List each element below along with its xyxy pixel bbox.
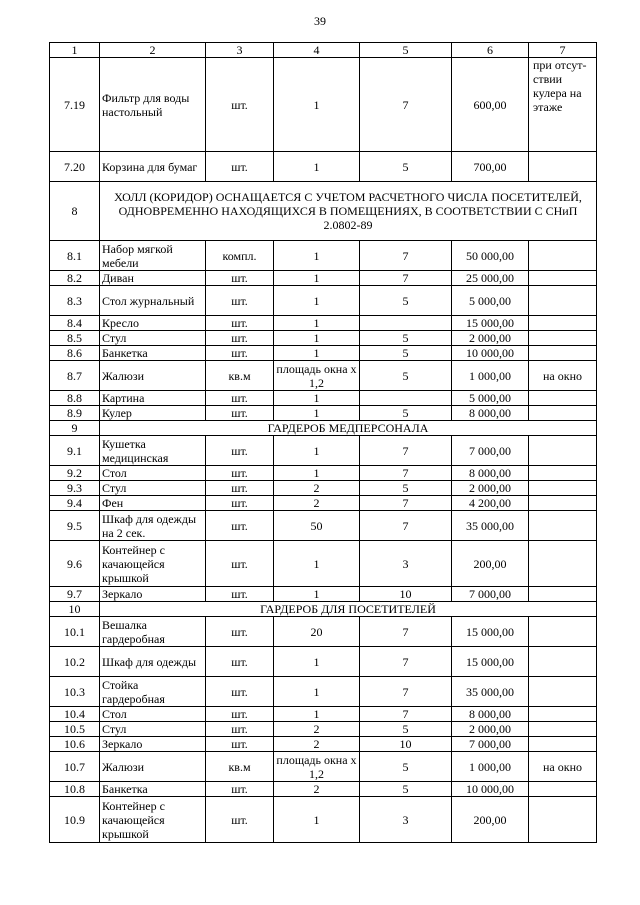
item-service-life: 5	[360, 286, 452, 316]
item-quantity: 1	[274, 346, 360, 361]
item-service-life: 7	[360, 647, 452, 677]
header-row	[50, 43, 597, 58]
item-price: 5 000,00	[452, 286, 529, 316]
item-price: 25 000,00	[452, 271, 529, 286]
header-cell: 5	[360, 43, 452, 58]
section-title: ГАРДЕРОБ МЕДПЕРСОНАЛА	[100, 421, 597, 436]
item-unit: кв.м	[206, 752, 274, 782]
item-price: 200,00	[452, 541, 529, 587]
table-row	[50, 511, 597, 541]
section-row	[50, 421, 597, 436]
item-quantity: 50	[274, 511, 360, 541]
item-number: 9.7	[50, 587, 100, 602]
section-number: 8	[50, 182, 100, 241]
item-name: Кресло	[100, 316, 206, 331]
item-note	[529, 677, 597, 707]
header-cell: 4	[274, 43, 360, 58]
item-price: 4 200,00	[452, 496, 529, 511]
item-quantity: площадь окна х 1,2	[274, 361, 360, 391]
item-quantity: 1	[274, 241, 360, 271]
item-quantity: 2	[274, 496, 360, 511]
item-number: 10.4	[50, 707, 100, 722]
item-quantity: 1	[274, 286, 360, 316]
header-cell: 7	[529, 43, 597, 58]
item-service-life: 10	[360, 587, 452, 602]
item-note	[529, 316, 597, 331]
item-price: 10 000,00	[452, 782, 529, 797]
item-quantity: 2	[274, 737, 360, 752]
item-unit: шт.	[206, 316, 274, 331]
item-service-life: 7	[360, 511, 452, 541]
section-title: ХОЛЛ (КОРИДОР) ОСНАЩАЕТСЯ С УЧЕТОМ РАСЧЕТНОГО ЧИСЛА ПОСЕТИТЕЛЕЙ, ОДНОВРЕМЕННО НАХОДЯЩИХСЯ В ПОМЕЩЕНИЯХ, В СООТВЕТСТВИИ С СНиП 2.0802-89	[100, 182, 597, 241]
item-note	[529, 406, 597, 421]
item-price: 7 000,00	[452, 587, 529, 602]
table-row	[50, 316, 597, 331]
item-name: Шкаф для одежды	[100, 647, 206, 677]
item-name: Банкетка	[100, 782, 206, 797]
item-unit: шт.	[206, 587, 274, 602]
item-name: Жалюзи	[100, 752, 206, 782]
item-quantity: 1	[274, 466, 360, 481]
table-row	[50, 707, 597, 722]
item-quantity: 1	[274, 316, 360, 331]
table-row	[50, 752, 597, 782]
item-name: Контейнер с качающейся крышкой	[100, 541, 206, 587]
item-price: 35 000,00	[452, 677, 529, 707]
item-unit: шт.	[206, 617, 274, 647]
item-note	[529, 797, 597, 843]
item-service-life: 7	[360, 466, 452, 481]
item-number: 8.8	[50, 391, 100, 406]
item-price: 1 000,00	[452, 752, 529, 782]
item-note	[529, 346, 597, 361]
item-number: 9.6	[50, 541, 100, 587]
item-quantity: 1	[274, 152, 360, 182]
item-note	[529, 271, 597, 286]
item-service-life	[360, 391, 452, 406]
item-quantity: 1	[274, 331, 360, 346]
item-price: 2 000,00	[452, 481, 529, 496]
item-unit: шт.	[206, 391, 274, 406]
item-note	[529, 152, 597, 182]
item-price: 7 000,00	[452, 737, 529, 752]
item-number: 8.7	[50, 361, 100, 391]
header-cell: 3	[206, 43, 274, 58]
item-name: Стол	[100, 707, 206, 722]
table-row	[50, 58, 597, 152]
table-row	[50, 782, 597, 797]
item-unit: шт.	[206, 511, 274, 541]
item-name: Стойка гардеробная	[100, 677, 206, 707]
item-quantity: 1	[274, 541, 360, 587]
item-price: 7 000,00	[452, 436, 529, 466]
item-name: Кулер	[100, 406, 206, 421]
item-note	[529, 707, 597, 722]
item-name: Диван	[100, 271, 206, 286]
item-number: 8.3	[50, 286, 100, 316]
item-note	[529, 331, 597, 346]
item-service-life	[360, 316, 452, 331]
table-row	[50, 481, 597, 496]
item-service-life: 7	[360, 496, 452, 511]
item-unit: компл.	[206, 241, 274, 271]
item-service-life: 7	[360, 241, 452, 271]
item-note	[529, 436, 597, 466]
item-price: 2 000,00	[452, 331, 529, 346]
table-row	[50, 152, 597, 182]
item-service-life: 5	[360, 152, 452, 182]
header-cell: 1	[50, 43, 100, 58]
item-quantity: площадь окна х 1,2	[274, 752, 360, 782]
item-note	[529, 617, 597, 647]
item-service-life: 5	[360, 331, 452, 346]
item-name: Зеркало	[100, 737, 206, 752]
section-title: ГАРДЕРОБ ДЛЯ ПОСЕТИТЕЛЕЙ	[100, 602, 597, 617]
page-number: 39	[314, 14, 326, 28]
item-service-life: 7	[360, 617, 452, 647]
item-unit: шт.	[206, 496, 274, 511]
item-name: Жалюзи	[100, 361, 206, 391]
item-price: 8 000,00	[452, 707, 529, 722]
item-price: 15 000,00	[452, 647, 529, 677]
item-name: Вешалка гардеробная	[100, 617, 206, 647]
item-number: 10.7	[50, 752, 100, 782]
item-note	[529, 241, 597, 271]
item-quantity: 20	[274, 617, 360, 647]
item-quantity: 1	[274, 406, 360, 421]
item-number: 10.6	[50, 737, 100, 752]
item-service-life: 7	[360, 707, 452, 722]
item-quantity: 1	[274, 271, 360, 286]
table-row	[50, 722, 597, 737]
item-number: 10.1	[50, 617, 100, 647]
section-row	[50, 602, 597, 617]
item-number: 7.19	[50, 58, 100, 152]
item-note	[529, 496, 597, 511]
item-note	[529, 722, 597, 737]
item-price: 1 000,00	[452, 361, 529, 391]
item-unit: шт.	[206, 271, 274, 286]
item-unit: шт.	[206, 722, 274, 737]
item-unit: шт.	[206, 466, 274, 481]
item-number: 9.5	[50, 511, 100, 541]
item-note: на окно	[529, 361, 597, 391]
equipment-table	[49, 42, 597, 843]
item-number: 8.9	[50, 406, 100, 421]
item-price: 15 000,00	[452, 617, 529, 647]
item-name: Шкаф для одежды на 2 сек.	[100, 511, 206, 541]
item-note	[529, 647, 597, 677]
item-number: 8.6	[50, 346, 100, 361]
item-unit: шт.	[206, 647, 274, 677]
item-price: 10 000,00	[452, 346, 529, 361]
item-note	[529, 541, 597, 587]
item-unit: шт.	[206, 58, 274, 152]
item-note: на окно	[529, 752, 597, 782]
item-number: 10.5	[50, 722, 100, 737]
table-row	[50, 587, 597, 602]
item-unit: шт.	[206, 782, 274, 797]
section-row	[50, 182, 597, 241]
item-service-life: 10	[360, 737, 452, 752]
item-number: 9.1	[50, 436, 100, 466]
table-row	[50, 346, 597, 361]
item-number: 8.5	[50, 331, 100, 346]
item-name: Банкетка	[100, 346, 206, 361]
item-name: Фен	[100, 496, 206, 511]
item-number: 7.20	[50, 152, 100, 182]
item-quantity: 1	[274, 797, 360, 843]
item-unit: шт.	[206, 707, 274, 722]
item-note	[529, 481, 597, 496]
item-price: 2 000,00	[452, 722, 529, 737]
table-row	[50, 331, 597, 346]
table-row	[50, 436, 597, 466]
item-service-life: 3	[360, 797, 452, 843]
item-service-life: 3	[360, 541, 452, 587]
item-service-life: 7	[360, 271, 452, 286]
item-name: Корзина для бумаг	[100, 152, 206, 182]
table-row	[50, 271, 597, 286]
table-row	[50, 737, 597, 752]
item-note	[529, 511, 597, 541]
item-note	[529, 286, 597, 316]
item-name: Контейнер с качающейся крышкой	[100, 797, 206, 843]
header-cell: 2	[100, 43, 206, 58]
item-name: Стул	[100, 481, 206, 496]
item-quantity: 1	[274, 436, 360, 466]
item-service-life: 5	[360, 722, 452, 737]
item-quantity: 1	[274, 677, 360, 707]
item-name: Фильтр для воды настольный	[100, 58, 206, 152]
item-unit: кв.м	[206, 361, 274, 391]
item-number: 10.8	[50, 782, 100, 797]
item-quantity: 1	[274, 647, 360, 677]
item-name: Стул	[100, 331, 206, 346]
table-row	[50, 466, 597, 481]
item-note	[529, 587, 597, 602]
table-row	[50, 241, 597, 271]
item-name: Стол	[100, 466, 206, 481]
item-service-life: 5	[360, 346, 452, 361]
item-price: 15 000,00	[452, 316, 529, 331]
item-note	[529, 466, 597, 481]
item-name: Стол журнальный	[100, 286, 206, 316]
item-number: 10.9	[50, 797, 100, 843]
item-quantity: 2	[274, 722, 360, 737]
item-number: 8.2	[50, 271, 100, 286]
table-row	[50, 677, 597, 707]
item-unit: шт.	[206, 677, 274, 707]
item-unit: шт.	[206, 481, 274, 496]
section-number: 10	[50, 602, 100, 617]
item-service-life: 7	[360, 436, 452, 466]
item-number: 10.3	[50, 677, 100, 707]
item-unit: шт.	[206, 436, 274, 466]
item-quantity: 1	[274, 707, 360, 722]
item-note	[529, 737, 597, 752]
header-cell: 6	[452, 43, 529, 58]
item-number: 9.3	[50, 481, 100, 496]
item-name: Набор мягкой мебели	[100, 241, 206, 271]
item-quantity: 1	[274, 391, 360, 406]
table-row	[50, 361, 597, 391]
item-price: 5 000,00	[452, 391, 529, 406]
item-unit: шт.	[206, 797, 274, 843]
item-unit: шт.	[206, 152, 274, 182]
table-row	[50, 391, 597, 406]
item-quantity: 2	[274, 481, 360, 496]
table-row	[50, 496, 597, 511]
item-number: 9.2	[50, 466, 100, 481]
item-unit: шт.	[206, 346, 274, 361]
table-row	[50, 541, 597, 587]
table-row	[50, 797, 597, 843]
item-price: 35 000,00	[452, 511, 529, 541]
item-quantity: 1	[274, 587, 360, 602]
item-number: 10.2	[50, 647, 100, 677]
item-service-life: 5	[360, 752, 452, 782]
table-row	[50, 617, 597, 647]
table-row	[50, 406, 597, 421]
item-service-life: 7	[360, 677, 452, 707]
item-price: 700,00	[452, 152, 529, 182]
table-row	[50, 286, 597, 316]
table-row	[50, 647, 597, 677]
item-name: Стул	[100, 722, 206, 737]
item-unit: шт.	[206, 406, 274, 421]
item-note: при отсут-ствии кулера на этаже	[529, 58, 597, 152]
item-note	[529, 391, 597, 406]
item-service-life: 5	[360, 406, 452, 421]
item-unit: шт.	[206, 541, 274, 587]
item-note	[529, 782, 597, 797]
item-price: 600,00	[452, 58, 529, 152]
item-number: 8.4	[50, 316, 100, 331]
item-service-life: 5	[360, 782, 452, 797]
item-price: 8 000,00	[452, 406, 529, 421]
item-number: 9.4	[50, 496, 100, 511]
item-quantity: 2	[274, 782, 360, 797]
item-price: 8 000,00	[452, 466, 529, 481]
item-price: 200,00	[452, 797, 529, 843]
item-unit: шт.	[206, 737, 274, 752]
item-service-life: 7	[360, 58, 452, 152]
item-service-life: 5	[360, 361, 452, 391]
item-name: Картина	[100, 391, 206, 406]
item-unit: шт.	[206, 331, 274, 346]
item-number: 8.1	[50, 241, 100, 271]
section-number: 9	[50, 421, 100, 436]
item-unit: шт.	[206, 286, 274, 316]
item-service-life: 5	[360, 481, 452, 496]
item-quantity: 1	[274, 58, 360, 152]
item-name: Кушетка медицинская	[100, 436, 206, 466]
item-name: Зеркало	[100, 587, 206, 602]
item-price: 50 000,00	[452, 241, 529, 271]
